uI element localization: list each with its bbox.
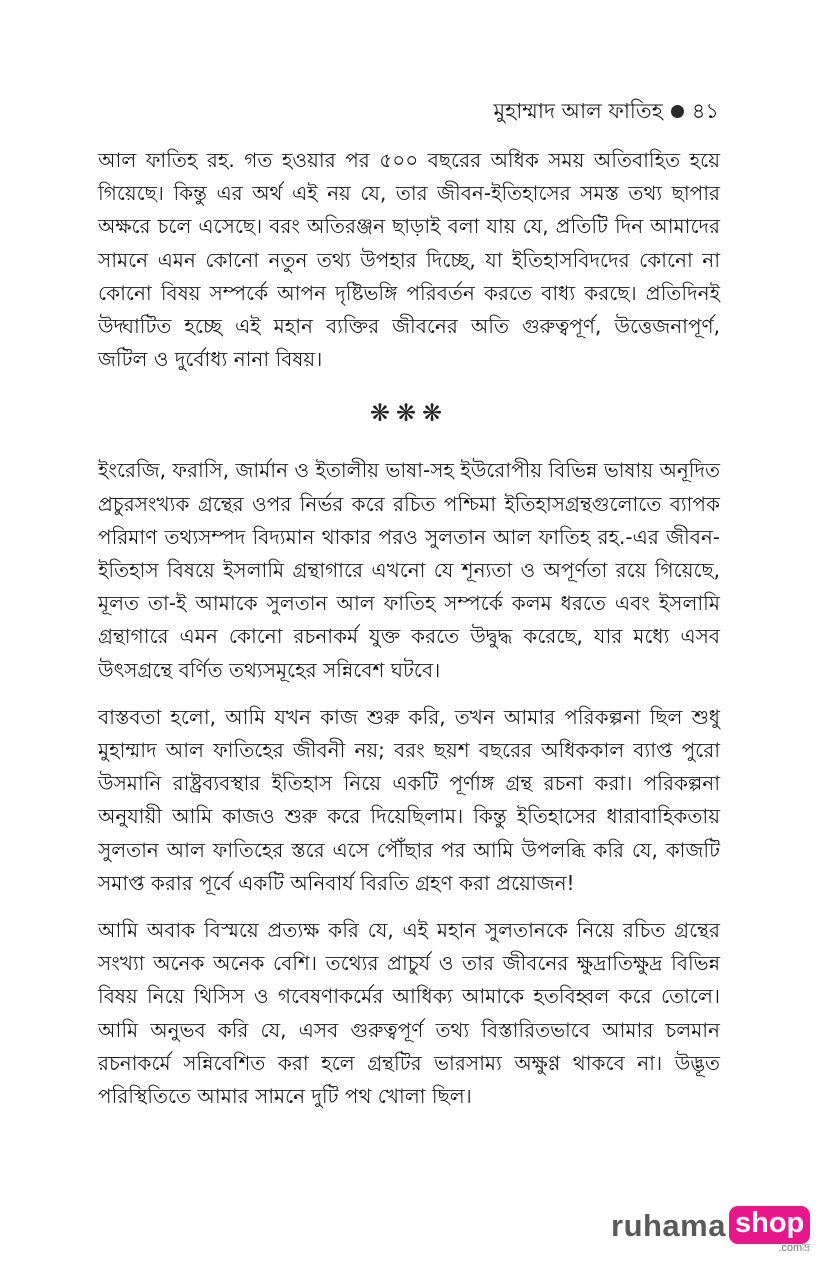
logo-domain: .comভ্র xyxy=(778,1242,811,1254)
running-title: মুহাম্মাদ আল ফাতিহ xyxy=(493,99,663,123)
page-body xyxy=(98,144,720,1113)
logo-shop-box xyxy=(729,1206,811,1254)
section-ornament: ❋❋❋ xyxy=(369,399,449,428)
paragraph-1: আল ফাতিহ রহ. গত হওয়ার পর ৫০০ বছরের অধিক সময় অতিবাহিত হয়ে গিয়েছে। কিন্তু এর অর্থ এই নয় যে, তার জীবন-ইতিহাসের সমস্ত তথ্য ছাপার অক্ষরে চলে এসেছে। বরং অতিরঞ্জন ছাড়াই বলা যায় যে, প্রতিটি দিন আমাদের সামনে এমন কোনো নতুন তথ্য উপহার দিচ্ছে, যা ইতিহাসবিদদের কোনো না কোনো বিষয় সম্পর্কে আপন দৃষ্টিভঙ্গি পরিবর্তন করতে বাধ্য করছে। প্রতিদিনই উদ্ঘাটিত হচ্ছে এই মহান ব্যক্তির জীবনের অতি গুরুত্বপূর্ণ, উত্তেজনাপূর্ণ, জটিল ও দুর্বোধ্য নানা বিষয়। xyxy=(98,148,720,372)
logo-shop-badge: shop xyxy=(729,1206,810,1244)
ruhamashop-logo xyxy=(611,1206,811,1254)
logo-wordmark: ruhama xyxy=(611,1208,726,1243)
paragraph-3: বাস্তবতা হলো, আমি যখন কাজ শুরু করি, তখন আমার পরিকল্পনা ছিল শুধু মুহাম্মাদ আল ফাতিহের জীবনী নয়; বরং ছয়শ বছরের অধিককাল ব্যাপ্ত পুরো উসমানি রাষ্ট্রব্যবস্থার ইতিহাস নিয়ে একটি পূর্ণাঙ্গ গ্রন্থ রচনা করা। পরিকল্পনা অনুযায়ী আমি কাজও শুরু করে দিয়েছিলাম। কিন্তু ইতিহাসের ধারাবাহিকতায় সুলতান আল ফাতিহের স্তরে এসে পৌঁছার পর আমি উপলব্ধি করি যে, কাজটি সমাপ্ত করার পূর্বে একটি অনিবার্য বিরতি গ্রহণ করা প্রয়োজন! xyxy=(98,704,720,895)
page-number: ৪১ xyxy=(691,99,719,123)
paragraph-4: আমি অবাক বিস্ময়ে প্রত্যক্ষ করি যে, এই মহান সুলতানকে নিয়ে রচিত গ্রন্থের সংখ্যা অনেক অনেক বেশি। তথ্যের প্রাচুর্য ও তার জীবনের ক্ষুদ্রাতিক্ষুদ্র বিভিন্ন বিষয় নিয়ে থিসিস ও গবেষণাকর্মের আধিক্য আমাকে হতবিহ্বল করে তোলে। আমি অনুভব করি যে, এসব গুরুত্বপূর্ণ তথ্য বিস্তারিতভাবে আমার চলমান রচনাকর্মে সন্নিবেশিত করা হলে গ্রন্থটির ভারসাম্য অক্ষুণ্ণ থাকবে না। উদ্ভূত পরিস্থিতিতে আমার সামনে দুটি পথ খোলা ছিল। xyxy=(98,918,720,1109)
paragraph-2: ইংরেজি, ফরাসি, জার্মান ও ইতালীয় ভাষা-সহ ইউরোপীয় বিভিন্ন ভাষায় অনূদিত প্রচুরসংখ্যক গ্রন্থের ওপর নির্ভর করে রচিত পশ্চিমা ইতিহাসগ্রন্থগুলোতে ব্যাপক পরিমাণ তথ্যসম্পদ বিদ্যমান থাকার পরও সুলতান আল ফাতিহ রহ.-এর জীবন-ইতিহাস বিষয়ে ইসলামি গ্রন্থাগারে এখনো যে শূন্যতা ও অপূর্ণতা রয়ে গিয়েছে, মূলত তা-ই আমাকে সুলতান আল ফাতিহ সম্পর্কে কলম ধরতে এবং ইসলামি গ্রন্থাগারে এমন কোনো রচনাকর্ম যুক্ত করতে উদ্বুদ্ধ করেছে, যার মধ্যে এসব উৎসগ্রন্থে বর্ণিত তথ্যসমূহের সন্নিবেশ ঘটবে। xyxy=(98,458,720,682)
running-header xyxy=(494,96,720,126)
bullet-dot-icon xyxy=(671,105,684,118)
